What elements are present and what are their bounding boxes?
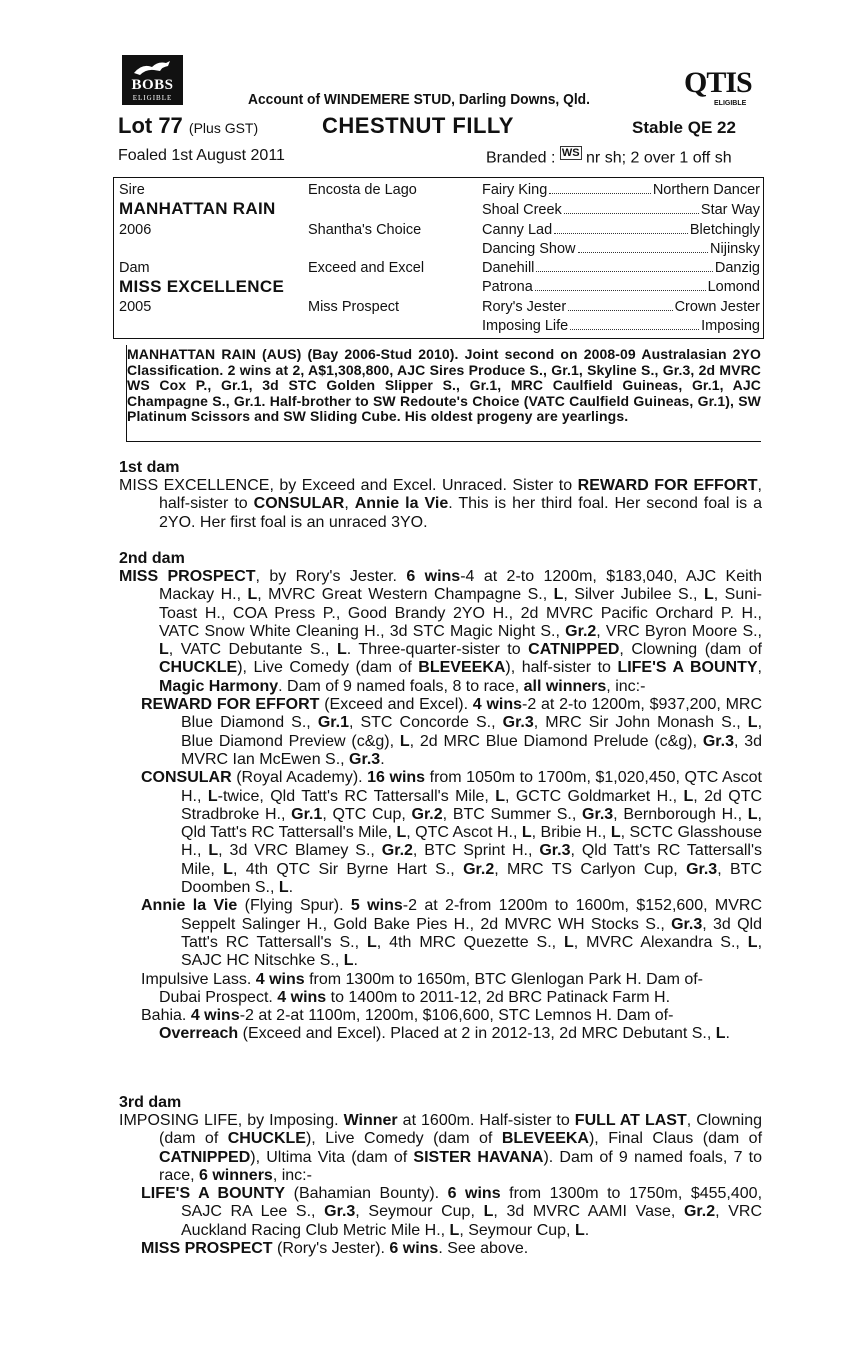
second-dam-heading: 2nd dam [119,550,185,567]
ancestor-sire: Bletchingly [689,222,760,238]
third-dam-main: IMPOSING LIFE, by Imposing. Winner at 1600m. Half-sister to FULL AT LAST, Clowning (dam of CHUCKLE), Live Comedy (dam of BLEVEEKA), Final Claus (dam of CATNIPPED), Ultima Vita (dam of SISTER HAVANA). Dam of 9 named foals, 7 to race, 6 winners, inc:- [119,1112,763,1184]
brand-mark: WS [561,147,580,159]
qtis-eligible-logo [684,66,762,110]
stable-number: Stable QE 22 [632,118,736,137]
first-dam-text [119,477,762,532]
ancestor-sire: Nijinsky [710,241,760,257]
dam-label: Dam [119,260,150,276]
ancestor: Rory's Jester [482,299,567,315]
ancestor: Canny Lad [482,222,553,238]
lot-number [118,113,258,139]
progeny-consular: CONSULAR (Royal Academy). 16 wins from 1050m to 1700m, $1,020,450, QTC Ascot H., L-twice, Qld Tatt's RC Tattersall's Mile, L, GCTC Goldmarket H., L, 2d QTC Stradbroke H., Gr.1, QTC Cup, Gr.2, BTC Summer S., Gr.3, Bernborough H., L, Qld Tatt's RC Tattersall's Mile, L, QTC Ascot H., L, Bribie H., L, SCTC Glasshouse H., L, 3d VRC Blamey S., Gr.2, BTC Sprint H., Gr.3, Qld Tatt's RC Tattersall's Mile, L, 4th QTC Sir Byrne Hart S., Gr.2, MRC TS Carlyon Cup, Gr.3, BTC Doomben S., L. [141,769,763,897]
sire-year: 2006 [119,222,152,238]
pedigree-row [482,241,760,257]
sire-sire: Encosta de Lago [308,182,417,198]
pedigree-row [482,182,760,198]
second-dam-text [119,568,762,1044]
ancestor-sire: Northern Dancer [652,182,760,198]
progeny-reward-for-effort: REWARD FOR EFFORT (Exceed and Excel). 4 wins-2 at 2-to 1200m, $937,200, MRC Blue Diamond S., Gr.1, STC Concorde S., Gr.3, MRC Sir John Monash S., L, Blue Diamond Preview (c&g), L, 2d MRC Blue Diamond Prelude (c&g), Gr.3, 3d MVRC Ian McEwen S., Gr.3. [141,696,763,768]
text: MISS EXCELLENCE, by Exceed and Excel. Unraced. Sister to [119,477,578,494]
ancestor: Dancing Show [482,241,576,257]
sire-summary-text: MANHATTAN RAIN (AUS) (Bay 2006-Stud 2010). Joint second on 2008-09 Australasian 2YO Classification. 2 wins at 2, A$1,308,800, AJC Sires Produce S., Gr.1, Skyline S., Gr.3, 2d MVRC WS Cox P., Gr.1, 3d STC Golden Slipper S., Gr.1, MRC Caulfield Guineas, Gr.1, AJC Champagne S., Gr.1. Half-brother to SW Redoute's Choice (VATC Caulfield Guineas, Gr.1), SW Platinum Scissors and SW Sliding Cube. His oldest progeny are yearlings. [127,346,761,424]
ancestor: Fairy King [482,182,548,198]
sire-label: Sire [119,182,145,198]
pedigree-row [482,222,760,238]
horse-name: REWARD FOR EFFORT [577,477,758,494]
bobs-eligible-logo [122,55,183,105]
dam-year: 2005 [119,299,152,315]
lot-description: CHESTNUT FILLY [322,113,514,138]
ancestor-sire: Star Way [700,202,760,218]
third-dam-heading: 3rd dam [119,1094,182,1111]
horse-name: CONSULAR [253,495,345,513]
dam-dam: Miss Prospect [308,299,400,315]
horse-name: Annie la Vie [354,495,449,513]
bobs-logo-text: BOBS [131,77,174,93]
bobs-logo-subtext: ELIGIBLE [132,94,173,102]
plus-gst-label: (Plus GST) [188,120,259,136]
progeny-miss-prospect: MISS PROSPECT (Rory's Jester). 6 wins. See above. [141,1240,529,1258]
lot-label: Lot 77 [118,113,183,138]
progeny-annie-la-vie: Annie la Vie (Flying Spur). 5 wins-2 at 2-from 1200m to 1600m, $152,600, MVRC Seppelt Salinger H., Gold Bake Pies H., 2d MVRC WH Stocks S., Gr.3, 3d Qld Tatt's RC Tattersall's S., L, 4th MRC Quezette S., L, MVRC Alexandra S., L, SAJC HC Nitschke S., L. [141,897,763,970]
first-dam-heading: 1st dam [119,459,180,476]
qtis-logo-text: QTIS [684,66,752,99]
text: . This is her third foal. Her second foal is a 2YO. Her first foal is an unraced 3YO. [159,495,763,531]
pedigree-row [482,279,760,295]
ancestor: Danehill [482,260,535,276]
branded-info [486,147,732,167]
horse-icon [132,59,172,77]
vendor-account: Account of WINDEMERE STUD, Darling Downs, Qld. [248,91,590,108]
ancestor-sire: Danzig [714,260,760,276]
text: , [344,495,355,513]
ancestor: Shoal Creek [482,202,562,218]
ancestor-sire: Imposing [701,318,760,334]
ancestor-sire: Lomond [707,279,760,295]
ancestor-sire: Crown Jester [674,299,760,315]
dam-name: MISS EXCELLENCE [119,277,285,296]
branded-prefix: Branded : [486,149,556,167]
progeny-overreach: Overreach (Exceed and Excel). Placed at 2 in 2012-13, 2d MRC Debutant S., L. [159,1025,730,1043]
sire-summary [126,345,761,442]
qtis-logo-subtext: ELIGIBLE [714,100,747,107]
pedigree-row [482,260,760,276]
branded-suffix: nr sh; 2 over 1 off sh [586,149,732,167]
progeny-impulsive-lass: Impulsive Lass. 4 wins from 1300m to 1650m, BTC Glenlogan Park H. Dam of- Dubai Prospect. 4 wins to 1400m to 2011-12, 2d BRC Patinack Farm H. [141,970,704,1006]
pedigree-row [482,202,760,218]
sire-name: MANHATTAN RAIN [119,199,276,218]
progeny-lifes-a-bounty: LIFE'S A BOUNTY (Bahamian Bounty). 6 wins from 1300m to 1750m, $455,400, SAJC RA Lee S., Gr.3, Seymour Cup, L, 3d MVRC AAMI Vase, Gr.2, VRC Auckland Racing Club Metric Mile H., L, Seymour Cup, L. [141,1185,763,1239]
pedigree-row [482,318,760,334]
ancestor: Patrona [482,279,533,295]
dam-sire: Exceed and Excel [308,260,425,276]
text: , half-sister to [159,477,762,513]
second-dam-main: MISS PROSPECT, by Rory's Jester. 6 wins-4 at 2-to 1200m, $183,040, AJC Keith Mackay H., L, MVRC Great Western Champagne S., L, Silver Jubilee S., L, Suni-Toast H., COA Press P., Good Brandy 2YO H., 2d MVRC Pacific Orchard P. H., VATC Snow White Cleaning H., 3d STC Magic Night S., Gr.2, VRC Byron Moore S., L, VATC Debutante S., L. Three-quarter-sister to CATNIPPED, Clowning (dam of CHUCKLE), Live Comedy (dam of BLEVEEKA), half-sister to LIFE'S A BOUNTY, Magic Harmony. Dam of 9 named foals, 8 to race, all winners, inc:- [119,568,763,695]
ancestor: Imposing Life [482,318,569,334]
progeny-bahia: Bahia. 4 wins-2 at 2-at 1100m, 1200m, $106,600, STC Lemnos H. Dam of- [141,1007,674,1025]
foaled-date: Foaled 1st August 2011 [118,147,285,164]
sire-dam: Shantha's Choice [308,222,422,238]
pedigree-table [113,177,764,339]
third-dam-text [119,1112,762,1258]
pedigree-row [482,299,760,315]
